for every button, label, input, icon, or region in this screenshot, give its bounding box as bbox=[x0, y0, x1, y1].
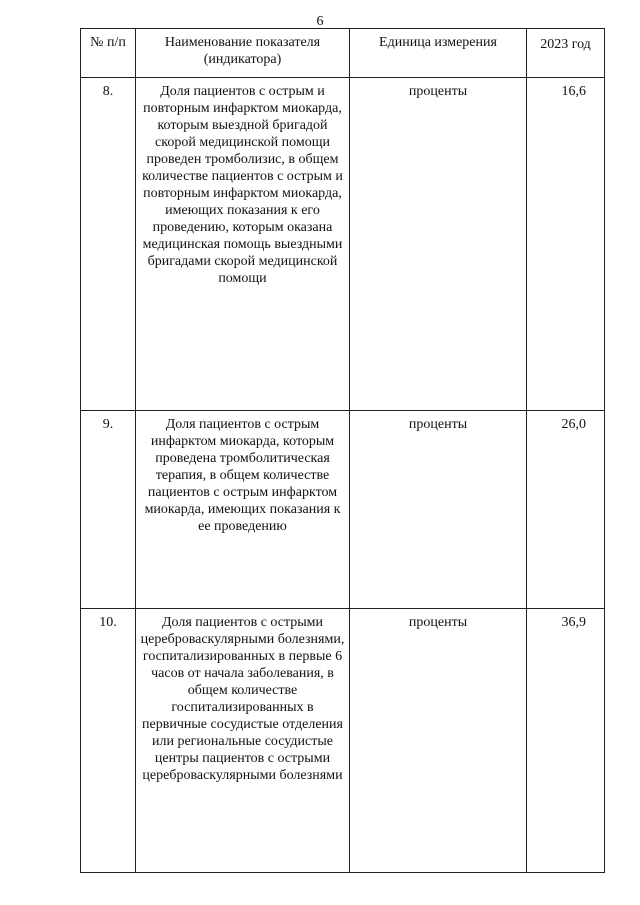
row-value: 26,0 bbox=[527, 411, 605, 609]
page-number: 6 bbox=[316, 14, 324, 29]
table-row bbox=[81, 411, 605, 609]
table-header-row bbox=[81, 29, 605, 78]
header-name: Наименование показателя (индикатора) bbox=[136, 29, 350, 78]
row-num: 9. bbox=[81, 411, 136, 609]
header-unit: Единица измерения bbox=[350, 29, 527, 78]
row-name: Доля пациентов с острым и повторным инфарктом миокарда, которым выездной бригадой скорой медицинской помощи проведен тромболизис, в общем количестве пациентов с острым и повторным инфарктом миокарда, имеющих показания к его проведению, которым оказана медицинская помощь выездными бригадами скорой медицинской помощи bbox=[136, 78, 350, 411]
table-row bbox=[81, 78, 605, 411]
table-row bbox=[81, 609, 605, 873]
row-num: 10. bbox=[81, 609, 136, 873]
row-unit: проценты bbox=[350, 609, 527, 873]
indicators-table bbox=[80, 28, 605, 873]
row-name: Доля пациентов с острым инфарктом миокарда, которым проведена тромболитическая терапия, в общем количестве пациентов с острым инфарктом миокарда, имеющих показания к ее проведению bbox=[136, 411, 350, 609]
row-num: 8. bbox=[81, 78, 136, 411]
row-unit: проценты bbox=[350, 411, 527, 609]
row-value: 16,6 bbox=[527, 78, 605, 411]
row-name: Доля пациентов с острыми цереброваскулярными болезнями, госпитализированных в первые 6 часов от начала заболевания, в общем количестве госпитализированных в первичные сосудистые отделения или региональные сосудистые центры пациентов с острыми цереброваскулярными болезнями bbox=[136, 609, 350, 873]
row-value: 36,9 bbox=[527, 609, 605, 873]
row-unit: проценты bbox=[350, 78, 527, 411]
header-year: 2023 год bbox=[527, 29, 605, 78]
header-num: № п/п bbox=[81, 29, 136, 78]
